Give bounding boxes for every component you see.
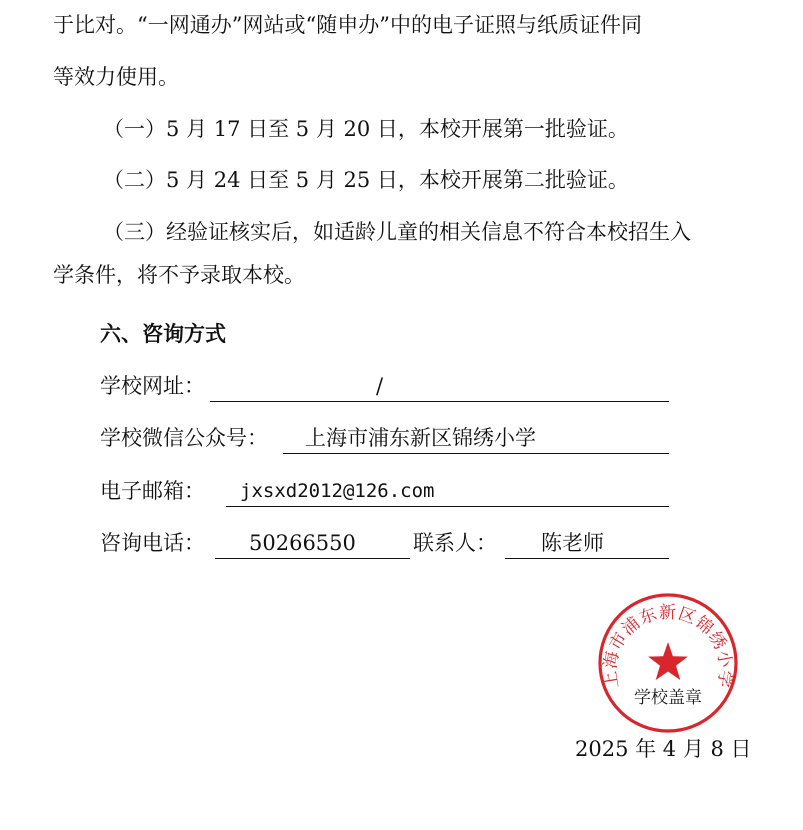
phone-value[interactable]: 50266550 [249, 531, 356, 555]
wechat-row [0, 425, 803, 455]
wechat-value: 上海市浦东新区锦绣小学 [305, 426, 536, 450]
email-field [226, 478, 669, 507]
contact-person-value: 陈老师 [541, 531, 604, 555]
paragraph-line: 等效力使用。 [53, 65, 179, 89]
star-icon [648, 642, 688, 680]
seal-center-text: 学校盖章 [634, 688, 702, 708]
contact-person-label: 联系人： [413, 531, 497, 555]
website-field [210, 373, 669, 402]
list-item-second-batch: （二）5 月 24 日至 5 月 25 日，本校开展第二批验证。 [103, 168, 629, 192]
section-heading: 六、咨询方式 [100, 322, 226, 346]
wechat-field [283, 425, 669, 454]
email-row [0, 478, 803, 508]
website-label: 学校网址： [100, 374, 205, 398]
phone-field [215, 530, 410, 559]
wechat-label: 学校微信公众号： [100, 426, 268, 450]
list-item-first-batch: （一）5 月 17 日至 5 月 20 日，本校开展第一批验证。 [103, 117, 629, 141]
email-link[interactable]: jxsxd2012@126.com [240, 480, 435, 502]
paragraph-line: 于比对。“一网通办”网站或“随申办”中的电子证照与纸质证件同 [53, 13, 642, 37]
website-value[interactable]: / [376, 374, 384, 398]
email-label: 电子邮箱： [100, 479, 205, 503]
document-date: 2025 年 4 月 8 日 [575, 737, 752, 761]
paragraph-line: 学条件，将不予录取本校。 [53, 263, 305, 287]
contact-person-field [505, 530, 669, 559]
phone-label: 咨询电话： [100, 531, 205, 555]
seal-ring-text: 上海市浦东新区锦绣小学 [600, 602, 736, 690]
school-seal [597, 592, 739, 734]
website-row [0, 373, 803, 403]
list-item-verification: （三）经验证核实后，如适龄儿童的相关信息不符合本校招生入 [103, 220, 691, 244]
phone-row [0, 530, 803, 560]
